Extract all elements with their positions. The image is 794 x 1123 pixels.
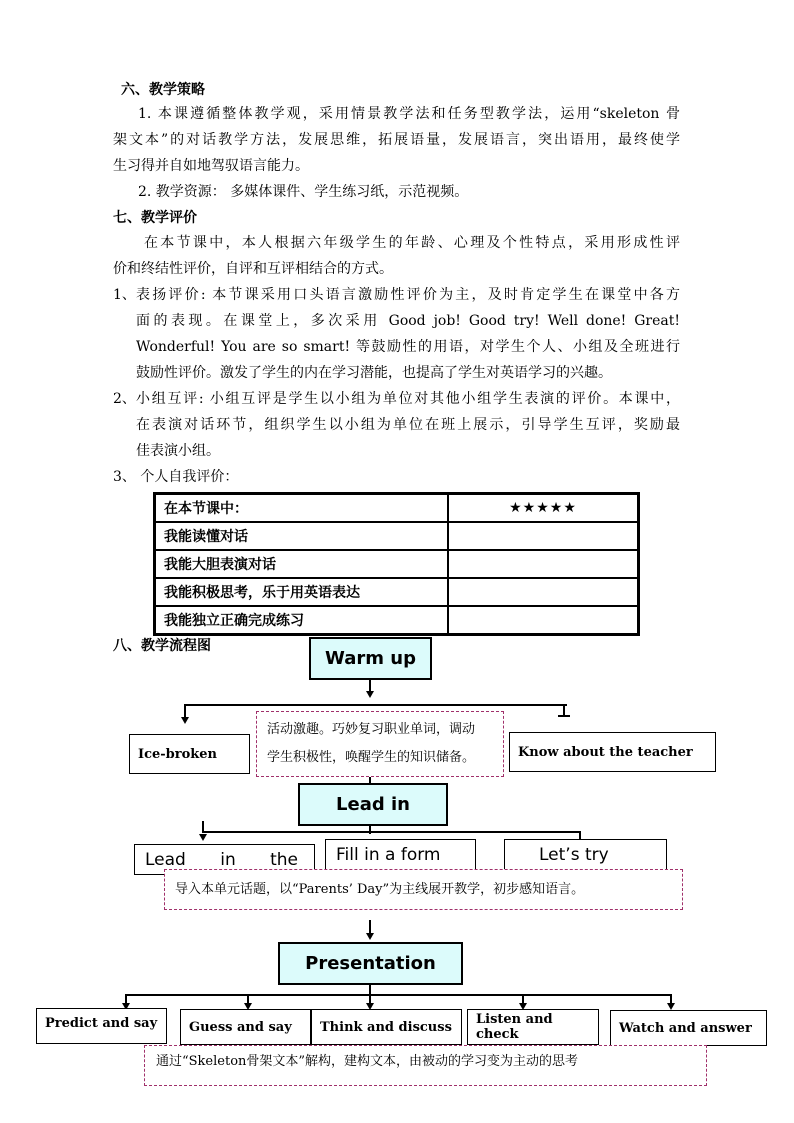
warmup-note-line: 活动激趣。巧妙复习职业单词，调动 — [267, 722, 476, 737]
self-evaluation-table — [153, 492, 640, 636]
arrow-down-icon — [366, 933, 374, 940]
strategy-paragraph-line: 架文本”的对话教学方法，发展思维，拓展语量，发展语言，突出语用，最终使学 — [113, 132, 680, 148]
warmup-note-line: 学生积极性，唤醒学生的知识储备。 — [267, 750, 476, 765]
table-row — [155, 522, 638, 550]
item2-line: 小组互评: 小组互评是学生以小组为单位对其他小组学生表演的评价。本课中， — [136, 391, 680, 407]
item1-line: 面的表现。在课堂上，多次采用 Good job! Good try! Well done! Great! — [136, 313, 680, 329]
item2-number: 2、 — [113, 391, 136, 407]
watch-answer-box: Watch and answer — [610, 1010, 767, 1046]
evaluation-intro-line: 在本节课中，本人根据六年级学生的年龄、心理及个性特点，采用形成性评 — [144, 235, 680, 251]
know-teacher-box: Know about the teacher — [509, 732, 716, 772]
leadin-word: Lead — [145, 849, 186, 870]
table-cell-label: 我能积极思考，乐于用英语表达 — [155, 578, 448, 606]
arrow-down-icon — [366, 691, 374, 698]
section7-heading: 七、教学评价 — [113, 210, 197, 226]
connector — [125, 994, 672, 996]
table-cell-label: 我能大胆表演对话 — [155, 550, 448, 578]
arrow-down-icon — [199, 834, 207, 841]
icebroken-box: Ice-broken — [129, 734, 250, 774]
table-cell-value — [448, 578, 638, 606]
star-rating: ★★★★★ — [448, 494, 638, 522]
item3-heading: 3、 个人自我评价： — [113, 469, 239, 485]
leadin-box: Lead in — [298, 783, 448, 826]
table-cell-label: 我能读懂对话 — [155, 522, 448, 550]
section8-heading: 八、教学流程图 — [113, 638, 211, 654]
item1-line: 鼓励性评价。激发了学生的内在学习潜能，也提高了学生对英语学习的兴趣。 — [136, 365, 612, 381]
leadin-word: in — [220, 849, 236, 870]
warmup-box: Warm up — [309, 637, 432, 680]
connector — [202, 821, 204, 833]
strategy-paragraph-line: 1. 本课遵循整体教学观，采用情景教学法和任务型教学法，运用“skeleton 骨 — [138, 106, 680, 122]
lets-try-box: Let’s try — [504, 839, 667, 870]
table-cell-value — [448, 522, 638, 550]
guess-say-box: Guess and say — [180, 1009, 311, 1045]
arrow-down-icon — [667, 1003, 675, 1010]
connector — [558, 715, 570, 717]
table-row — [155, 550, 638, 578]
connector — [203, 831, 580, 833]
arrow-down-icon — [181, 717, 189, 724]
table-cell-value — [448, 606, 638, 634]
table-row — [155, 578, 638, 606]
presentation-box: Presentation — [278, 942, 463, 985]
item1-line: 表扬评价: 本节课采用口头语言激励性评价为主，及时肯定学生在课堂中各方 — [136, 287, 680, 303]
table-cell-label: 在本节课中： — [155, 494, 448, 522]
presentation-note-text: 通过“Skeleton骨架文本”解构，建构文本，由被动的学习变为主动的思考 — [156, 1054, 579, 1069]
think-discuss-box: Think and discuss — [311, 1009, 462, 1045]
fill-form-box: Fill in a form — [325, 839, 476, 870]
item1-number: 1、 — [113, 287, 136, 303]
warmup-note — [256, 711, 504, 777]
connector — [184, 704, 186, 718]
leadin-note-text: 导入本单元话题，以“Parents’ Day”为主线展开教学，初步感知语言。 — [175, 882, 585, 897]
section6-heading: 六、教学策略 — [121, 82, 205, 98]
evaluation-intro-line: 价和终结性评价，自评和互评相结合的方式。 — [113, 261, 393, 277]
table-cell-label: 我能独立正确完成练习 — [155, 606, 448, 634]
item1-line: Wonderful! You are so smart! 等鼓励性的用语，对学生个人、小组及全班进行 — [136, 339, 680, 355]
table-row — [155, 606, 638, 634]
resources-paragraph: 2. 教学资源： 多媒体课件、学生练习纸，示范视频。 — [138, 184, 469, 200]
predict-say-box: Predict and say — [36, 1008, 167, 1044]
strategy-paragraph-line: 生习得并自如地驾驭语言能力。 — [113, 158, 309, 174]
listen-check-box: Listen and check — [467, 1009, 599, 1045]
leadin-note — [164, 869, 683, 910]
item2-line: 在表演对话环节，组织学生以小组为单位在班上展示，引导学生互评，奖励最 — [136, 417, 680, 433]
connector — [185, 704, 567, 706]
presentation-note — [144, 1045, 707, 1086]
table-row — [155, 494, 638, 522]
item2-line: 佳表演小组。 — [136, 443, 220, 459]
connector — [369, 920, 371, 934]
table-cell-value — [448, 550, 638, 578]
leadin-word: the — [270, 849, 298, 870]
